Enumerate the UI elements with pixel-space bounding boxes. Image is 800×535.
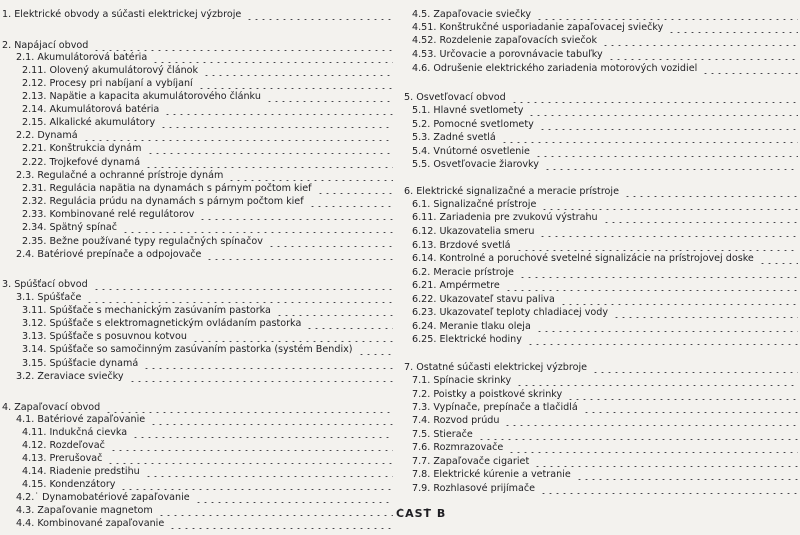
toc-chapter	[392, 92, 800, 104]
toc-entry-label: 3.13. Spúšťače s posuvnou kotvou	[22, 331, 190, 343]
toc-entry-label: 4.51. Konštrukčné usporiadanie zapaľovacej sviečky	[412, 22, 666, 34]
toc-entry	[392, 469, 800, 481]
toc-entry-label: 2.1. Akumulátorová batéria	[16, 52, 150, 64]
toc-entry-label: 7.1. Spínacie skrinky	[412, 375, 514, 387]
toc-entry	[392, 22, 800, 34]
toc-chapter	[0, 279, 395, 291]
toc-entry	[0, 52, 395, 64]
toc-entry-label: 5.3. Zadné svetlá	[412, 132, 499, 144]
toc-entry-label: 4.53. Určovacie a porovnávacie tabuľky	[412, 49, 606, 61]
toc-entry-label: 6.21. Ampérmetre	[412, 280, 503, 292]
toc-entry-label: 4.1. Batériové zapaľovanie	[16, 414, 148, 426]
toc-entry	[392, 389, 800, 401]
toc-entry	[0, 222, 395, 234]
toc-entry	[392, 402, 800, 414]
toc-entry	[392, 35, 800, 47]
toc-entry	[0, 292, 395, 304]
toc-entry	[392, 456, 800, 468]
toc-entry	[0, 196, 395, 208]
toc-entry-label: 2.3. Regulačné a ochranné prístroje dynám	[16, 170, 226, 182]
toc-entry	[392, 375, 800, 387]
toc-entry-label: 5.1. Hlavné svetlomety	[412, 105, 526, 117]
toc-entry	[392, 49, 800, 61]
toc-entry-label: 4.2.˙ Dynamobatériové zapaľovanie	[16, 492, 193, 504]
toc-entry	[0, 331, 395, 343]
toc-entry-label: 2.2. Dynamá	[16, 130, 81, 142]
toc-entry-label: 2. Napájací obvod	[2, 40, 91, 52]
toc-entry-label: 4.12. Rozdeľovač	[22, 440, 108, 452]
toc-entry	[392, 267, 800, 279]
toc-entry-label: 2.21. Konštrukcia dynám	[22, 143, 145, 155]
toc-entry-label: 2.15. Alkalické akumulátory	[22, 117, 158, 129]
toc-entry-label: 2.34. Spätný spínač	[22, 222, 120, 234]
toc-entry-label: 6.11. Zariadenia pre zvukovú výstrahu	[412, 212, 601, 224]
toc-entry-label: 6.23. Ukazovateľ teploty chladiacej vody	[412, 307, 611, 319]
toc-entry-label: 4.11. Indukčná cievka	[22, 427, 130, 439]
toc-entry-label: 6. Elektrické signalizačné a meracie prístroje	[404, 186, 622, 198]
toc-entry	[392, 132, 800, 144]
toc-entry	[0, 492, 395, 504]
toc-entry-label: 7. Ostatné súčasti elektrickej výzbroje	[404, 362, 590, 374]
toc-chapter	[392, 362, 800, 374]
toc-entry-label: 3.1. Spúšťače	[16, 292, 84, 304]
toc-entry	[392, 294, 800, 306]
toc-entry	[392, 442, 800, 454]
toc-entry-label: 3.11. Spúšťače s mechanickým zasúvaním pastorka	[22, 305, 274, 317]
toc-entry	[392, 307, 800, 319]
toc-entry	[0, 318, 395, 330]
toc-entry-label: 5.2. Pomocné svetlomety	[412, 119, 537, 131]
toc-entry-label: 4.6. Odrušenie elektrického zariadenia motorových vozidiel	[412, 63, 700, 75]
toc-entry	[0, 518, 395, 530]
toc-entry-label: 7.6. Rozmrazovače	[412, 442, 506, 454]
toc-chapter	[0, 402, 395, 414]
toc-entry-label: 2.13. Napätie a kapacita akumulátorového článku	[22, 91, 264, 103]
toc-entry	[392, 253, 800, 265]
toc-entry	[392, 63, 800, 75]
toc-entry	[0, 414, 395, 426]
toc-entry	[0, 91, 395, 103]
toc-entry	[0, 117, 395, 129]
toc-entry	[0, 453, 395, 465]
toc-entry-label: 3.12. Spúšťače s elektromagnetickým ovládaním pastorka	[22, 318, 304, 330]
toc-entry-label: 5.5. Osvetľovacie žiarovky	[412, 159, 542, 171]
toc-entry	[0, 505, 395, 517]
toc-entry-label: 6.24. Meranie tlaku oleja	[412, 321, 534, 333]
toc-entry-label: 6.13. Brzdové svetlá	[412, 240, 514, 252]
toc-entry-label: 2.33. Kombinované relé regulátorov	[22, 209, 197, 221]
toc-entry-label: 1. Elektrické obvody a súčasti elektrickej výzbroje	[2, 9, 244, 21]
toc-entry-label: 7.8. Elektrické kúrenie a vetranie	[412, 469, 574, 481]
toc-entry-label: 7.5. Stierače	[412, 429, 476, 441]
toc-entry-label: 3.2. Žeraviace sviečky	[16, 371, 127, 383]
toc-entry-label: 6.22. Ukazovateľ stavu paliva	[412, 294, 558, 306]
toc-entry	[0, 440, 395, 452]
toc-entry-label: 2.14. Akumulátorová batéria	[22, 104, 162, 116]
toc-entry-label: 4.3. Zapaľovanie magnetom	[16, 505, 156, 517]
toc-entry	[0, 236, 395, 248]
toc-entry-label: 4. Zapaľovací obvod	[2, 402, 103, 414]
toc-entry-label: 4.15. Kondenzátory	[22, 479, 118, 491]
toc-entry	[392, 146, 800, 158]
toc-entry	[0, 65, 395, 77]
toc-entry	[0, 466, 395, 478]
toc-entry	[0, 143, 395, 155]
toc-entry-label: 4.13. Prerušovač	[22, 453, 105, 465]
toc-entry-label: 7.4. Rozvod prúdu	[412, 415, 502, 427]
toc-entry	[392, 226, 800, 238]
toc-entry	[392, 240, 800, 252]
toc-entry-label: 5. Osvetľovací obvod	[404, 92, 509, 104]
toc-chapter	[392, 186, 800, 198]
toc-entry-label: 3.14. Spúšťače so samočinným zasúvaním pastorka (systém Bendix)	[22, 344, 356, 356]
toc-entry-label: 6.14. Kontrolné a poruchové svetelné signalizácie na prístrojovej doske	[412, 253, 757, 265]
toc-entry-label: 7.3. Vypínače, prepínače a tlačidlá	[412, 402, 581, 414]
toc-entry	[392, 105, 800, 117]
toc-chapter	[0, 40, 395, 52]
toc-entry	[0, 78, 395, 90]
toc-entry-label: 6.25. Elektrické hodiny	[412, 334, 525, 346]
toc-entry-label: 4.52. Rozdelenie zapaľovacích sviečok	[412, 35, 600, 47]
toc-entry	[392, 159, 800, 171]
toc-entry	[0, 427, 395, 439]
toc-entry-label: 2.31. Regulácia napätia na dynamách s párnym počtom kief	[22, 183, 315, 195]
toc-entry-label: 6.2. Meracie prístroje	[412, 267, 517, 279]
toc-entry	[0, 170, 395, 182]
toc-entry	[0, 104, 395, 116]
toc-entry-label: 5.4. Vnútorné osvetlenie	[412, 146, 533, 158]
toc-entry-label: 4.14. Riadenie predstihu	[22, 466, 143, 478]
toc-entry	[0, 249, 395, 261]
toc-entry-label: 6.1. Signalizačné prístroje	[412, 199, 539, 211]
toc-entry-label: 2.12. Procesy pri nabíjaní a vybíjaní	[22, 78, 196, 90]
toc-entry-label: 4.5. Zapaľovacie sviečky	[412, 9, 534, 21]
toc-entry	[0, 209, 395, 221]
toc-entry	[0, 157, 395, 169]
toc-entry	[392, 199, 800, 211]
toc-entry	[0, 183, 395, 195]
toc-entry	[0, 479, 395, 491]
toc-entry-label: 6.12. Ukazovatelia smeru	[412, 226, 537, 238]
toc-entry	[392, 119, 800, 131]
toc-entry	[392, 212, 800, 224]
toc-entry	[392, 334, 800, 346]
toc-entry-label: 7.7. Zapaľovače cigariet	[412, 456, 532, 468]
toc-entry-label: 7.9. Rozhlasové prijímače	[412, 483, 538, 495]
toc-entry	[392, 321, 800, 333]
toc-entry-label: 4.4. Kombinované zapaľovanie	[16, 518, 167, 530]
toc-entry	[0, 305, 395, 317]
toc-entry-label: 7.2. Poistky a poistkové skrinky	[412, 389, 565, 401]
toc-entry-label: 3. Spúšťací obvod	[2, 279, 91, 291]
toc-entry	[0, 358, 395, 370]
toc-entry-label: 2.22. Trojkefové dynamá	[22, 157, 143, 169]
toc-entry	[0, 371, 395, 383]
toc-entry-label: 2.4. Batériové prepínače a odpojovače	[16, 249, 204, 261]
toc-entry	[392, 415, 800, 427]
toc-entry	[392, 483, 800, 495]
toc-entry	[0, 130, 395, 142]
toc-entry	[392, 280, 800, 292]
toc-entry	[392, 429, 800, 441]
part-b-heading: ČASŤ B	[392, 508, 800, 520]
toc-entry-label: 3.15. Spúšťacie dynamá	[22, 358, 141, 370]
toc-chapter	[0, 9, 395, 21]
toc-entry	[392, 9, 800, 21]
toc-entry-label: 2.32. Regulácia prúdu na dynamách s párnym počtom kief	[22, 196, 307, 208]
toc-entry	[0, 344, 395, 356]
toc-entry-label: 2.35. Bežne používané typy regulačných spínačov	[22, 236, 266, 248]
toc-entry-label: 2.11. Olovený akumulátorový článok	[22, 65, 201, 77]
